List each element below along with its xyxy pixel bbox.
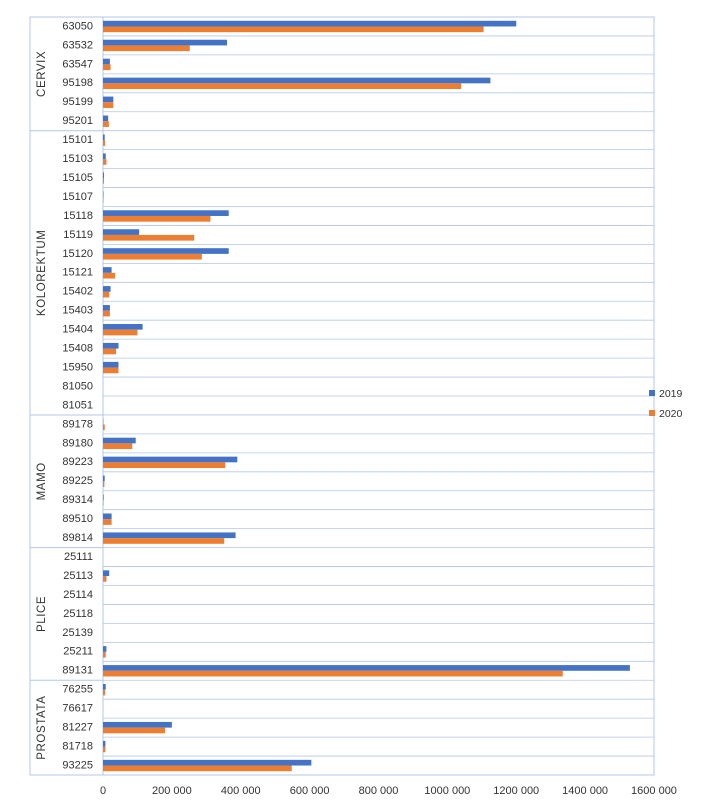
bar-2019 <box>103 457 237 463</box>
category-label: 81051 <box>62 399 93 412</box>
bar-2020 <box>103 671 563 677</box>
category-label: 25113 <box>63 569 93 582</box>
bar-2020 <box>103 140 105 146</box>
bar-2020 <box>103 216 210 222</box>
bar-2019 <box>103 21 516 27</box>
category-label: 95199 <box>62 96 93 109</box>
category-label: 81718 <box>62 740 93 753</box>
category-label: 89225 <box>62 475 93 488</box>
category-label: 15403 <box>62 304 93 317</box>
bar-2019 <box>103 172 104 178</box>
bar-2019 <box>103 97 113 103</box>
bar-2020 <box>103 538 224 544</box>
category-label: 63547 <box>62 58 93 71</box>
category-label: 15404 <box>62 323 93 336</box>
bar-2020 <box>103 690 105 696</box>
bar-2020 <box>103 102 113 108</box>
bar-2019 <box>103 684 106 690</box>
category-label: 15120 <box>62 247 93 260</box>
x-tick-label: 800 000 <box>358 785 399 797</box>
category-label: 15103 <box>62 153 93 166</box>
category-label: 15101 <box>62 134 93 147</box>
category-label: 25118 <box>63 607 93 620</box>
bar-2019 <box>103 513 112 519</box>
bar-2020 <box>103 235 194 241</box>
bar-2020 <box>103 330 137 336</box>
bar-2019 <box>103 248 229 254</box>
category-label: 81227 <box>62 721 93 734</box>
category-label: 25139 <box>62 626 93 639</box>
category-label: 89178 <box>62 418 93 431</box>
category-label: 15105 <box>62 171 93 184</box>
category-label: 15402 <box>62 285 93 298</box>
bar-2019 <box>103 59 110 65</box>
category-label: 63532 <box>62 39 93 52</box>
bar-2019 <box>103 116 108 122</box>
bar-2019 <box>103 153 106 159</box>
bar-2020 <box>103 311 110 317</box>
bar-2019 <box>103 722 172 728</box>
bar-2019 <box>103 570 109 576</box>
x-tick-label: 600 000 <box>289 785 330 797</box>
bar-2020 <box>103 26 484 32</box>
bar-2020 <box>103 766 292 772</box>
group-label-plice: PLICE <box>36 595 49 633</box>
category-label: 15118 <box>63 209 93 222</box>
bar-2020 <box>103 159 106 165</box>
category-label: 25111 <box>64 550 93 563</box>
bar-2020 <box>103 273 115 279</box>
bar-2020 <box>103 292 109 298</box>
category-label: 15119 <box>63 228 93 241</box>
bar-2019 <box>103 760 311 766</box>
bar-2020 <box>103 197 104 203</box>
bar-2020 <box>103 349 116 355</box>
category-label: 93225 <box>62 759 93 772</box>
category-label: 76617 <box>62 702 93 715</box>
bar-2019 <box>103 324 143 330</box>
legend-swatch-2020 <box>649 410 655 416</box>
category-label: 89180 <box>62 437 93 450</box>
bar-2020 <box>103 481 104 487</box>
group-label-mamo: MAMO <box>36 462 49 501</box>
group-label-prostata: PROSTATA <box>36 695 49 760</box>
x-tick-label: 1000 000 <box>424 785 471 797</box>
category-label: 15408 <box>62 342 93 355</box>
bar-2019 <box>103 438 136 444</box>
bar-2020 <box>103 747 105 753</box>
bar-2020 <box>103 83 461 89</box>
bar-2020 <box>103 368 118 374</box>
legend-label-2019: 2019 <box>659 387 683 400</box>
bar-2019 <box>103 305 110 311</box>
category-label: 89814 <box>62 532 93 545</box>
bar-2020 <box>103 519 112 525</box>
category-label: 15121 <box>62 266 93 279</box>
bar-2020 <box>103 443 132 449</box>
bar-2019 <box>103 229 139 235</box>
bar-2019 <box>103 532 236 538</box>
legend-label-2020: 2020 <box>659 407 683 420</box>
bar-2020 <box>103 64 111 70</box>
bar-2020 <box>103 424 105 430</box>
bar-2019 <box>103 191 104 197</box>
category-label: 95201 <box>62 115 93 128</box>
x-tick-label: 200 000 <box>151 785 192 797</box>
x-tick-label: 1600 000 <box>631 785 677 797</box>
bar-2020 <box>103 45 190 51</box>
legend-swatch-2019 <box>649 390 655 396</box>
category-label: 63050 <box>62 20 93 33</box>
group-label-cervix: CERVIX <box>36 50 49 97</box>
bar-2019 <box>103 665 630 671</box>
bar-2019 <box>103 78 490 84</box>
bar-2020 <box>103 652 106 658</box>
category-label: 95198 <box>62 77 93 90</box>
category-label: 89223 <box>62 456 93 469</box>
bar-2020 <box>103 121 109 127</box>
category-label: 25211 <box>63 645 93 658</box>
bar-2020 <box>103 254 202 260</box>
bar-2019 <box>103 40 227 46</box>
bar-2019 <box>103 495 104 501</box>
bar-2020 <box>103 728 165 734</box>
group-label-kolorektum: KOLOREKTUM <box>36 229 49 317</box>
category-label: 89131 <box>62 664 93 677</box>
bar-2019 <box>103 286 111 292</box>
bar-2019 <box>103 267 112 273</box>
bar-2019 <box>103 362 118 368</box>
category-label: 89314 <box>62 494 93 507</box>
bar-2019 <box>103 210 229 216</box>
bar-2020 <box>103 178 104 184</box>
bar-2020 <box>103 500 104 506</box>
x-tick-label: 400 000 <box>220 785 261 797</box>
bar-2019 <box>103 646 106 652</box>
bar-2019 <box>103 741 105 747</box>
x-tick-label: 1400 000 <box>562 785 609 797</box>
category-label: 15107 <box>62 190 93 203</box>
bar-2020 <box>103 576 106 582</box>
x-tick-label: 0 <box>99 785 107 797</box>
category-label: 15950 <box>62 361 93 374</box>
bar-2020 <box>103 462 225 468</box>
bar-2019 <box>103 343 118 349</box>
category-label: 76255 <box>62 683 93 696</box>
category-label: 89510 <box>62 513 93 526</box>
category-label: 25114 <box>63 588 93 601</box>
x-tick-label: 1200 000 <box>493 785 540 797</box>
category-label: 81050 <box>62 380 93 393</box>
bar-2019 <box>103 476 105 482</box>
bar-2019 <box>103 134 105 140</box>
